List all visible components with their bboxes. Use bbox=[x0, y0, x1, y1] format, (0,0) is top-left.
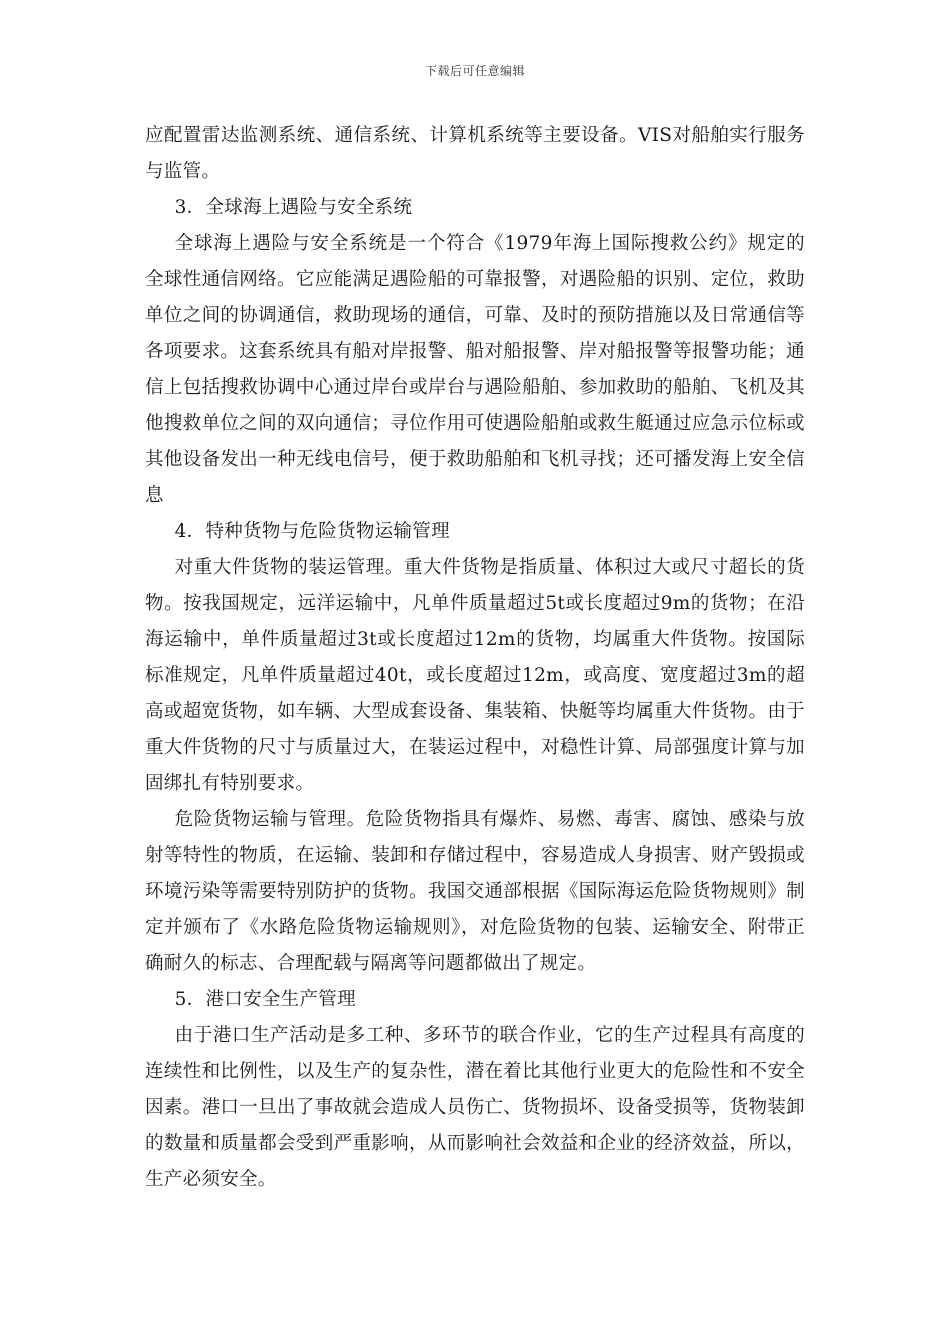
paragraph-heavy-cargo: 对重大件货物的装运管理。重大件货物是指质量、体积过大或尺寸超长的货物。按我国规定，远洋运输中，凡单件质量超过5t或长度超过9m的货物；在沿海运输中，单件质量超过3t或长度超过12m的货物，均属重大件货物。按国际标准规定，凡单件质量超过40t，或长度超过12m，或高度、宽度超过3m的超高或超宽货物，如车辆、大型成套设备、集装箱、快艇等均属重大件货物。由于重大件货物的尺寸与质量过大，在装运过程中，对稳性计算、局部强度计算与加固绑扎有特别要求。 bbox=[145, 557, 805, 794]
paragraph-continued: 应配置雷达监测系统、通信系统、计算机系统等主要设备。VIS对船舶实行服务与监管。 bbox=[145, 125, 805, 182]
page-header: 下载后可任意编辑 bbox=[424, 64, 525, 78]
paragraph-gmdss: 全球海上遇险与安全系统是一个符合《1979年海上国际搜救公约》规定的全球性通信网络。它应能满足遇险船的可靠报警，对遇险船的识别、定位，救助单位之间的协调通信，救助现场的通信，可靠、及时的预防措施以及日常通信等各项要求。这套系统具有船对岸报警、船对船报警、岸对船报警等报警功能；通信上包括搜救协调中心通过岸台或岸台与遇险船舶、参加救助的船舶、飞机及其他搜救单位之间的双向通信；寻位作用可使遇险船舶或救生艇通过应急示位标或其他设备发出一种无线电信号，便于救助船舶和飞机寻找；还可播发海上安全信息 bbox=[145, 233, 805, 506]
document-body bbox=[145, 118, 805, 1198]
section-heading-4: 4．特种货物与危险货物运输管理 bbox=[174, 521, 450, 542]
paragraph-dangerous-goods: 危险货物运输与管理。危险货物指具有爆炸、易燃、毒害、腐蚀、感染与放射等特性的物质，在运输、装卸和存储过程中，容易造成人身损害、财产毁损或环境污染等需要特别防护的货物。我国交通部根据《国际海运危险货物规则》制定并颁布了《水路危险货物运输规则》，对危险货物的包装、运输安全、附带正确耐久的标志、合理配载与隔离等问题都做出了规定。 bbox=[145, 809, 805, 974]
section-heading-5: 5．港口安全生产管理 bbox=[174, 989, 356, 1010]
paragraph-port-safety: 由于港口生产活动是多工种、多环节的联合作业，它的生产过程具有高度的连续性和比例性，以及生产的复杂性，潜在着比其他行业更大的危险性和不安全因素。港口一旦出了事故就会造成人员伤亡、货物损坏、设备受损等，货物装卸的数量和质量都会受到严重影响，从而影响社会效益和企业的经济效益，所以，生产必须安全。 bbox=[145, 1025, 805, 1190]
section-heading-3: 3．全球海上遇险与安全系统 bbox=[174, 197, 413, 218]
